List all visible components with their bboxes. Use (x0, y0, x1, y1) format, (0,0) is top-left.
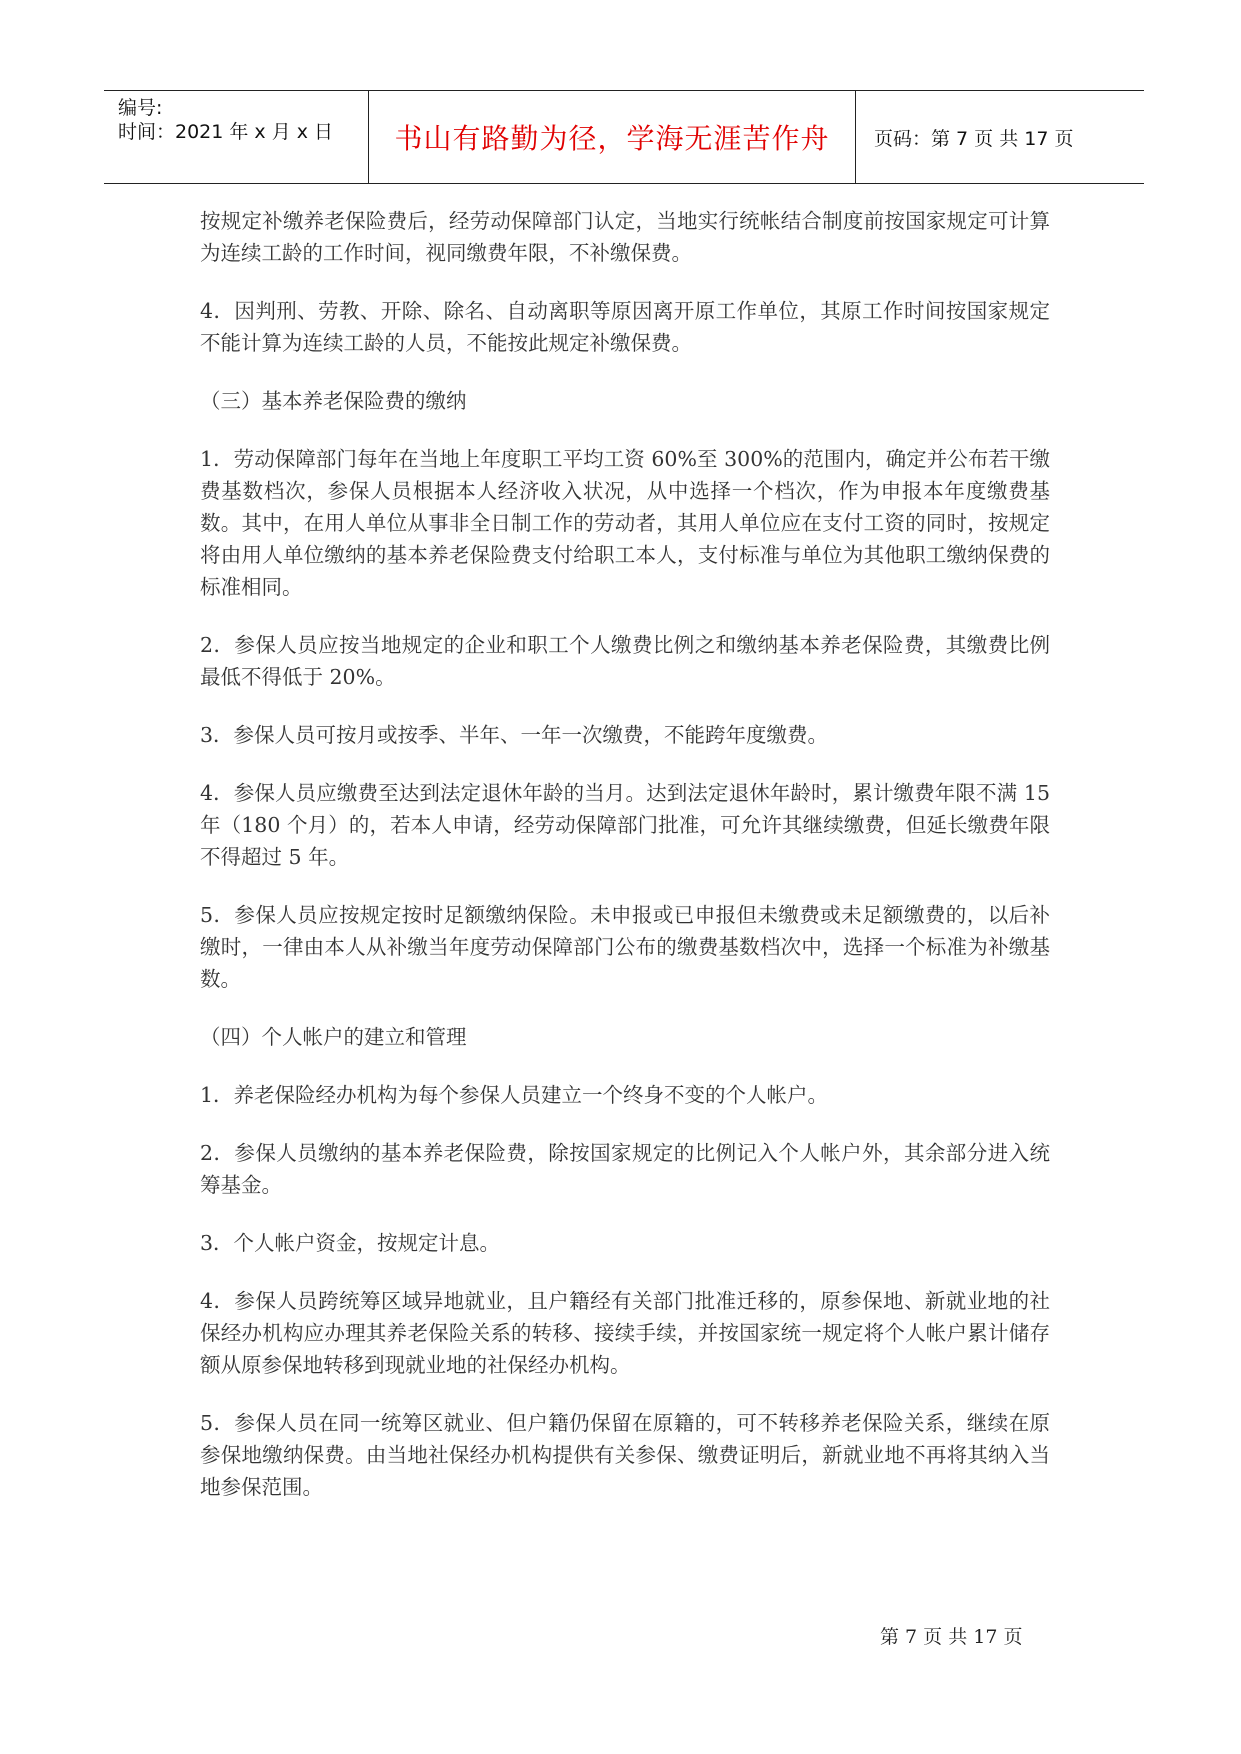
header-motto: 书山有路勤为径，学海无涯苦作舟 (394, 122, 830, 155)
section-heading: （三）基本养老保险费的缴纳 (200, 389, 467, 413)
paragraph: 5．参保人员应按规定按时足额缴纳保险。未申报或已申报但未缴费或未足额缴费的，以后补缴时，一律由本人从补缴当年度劳动保障部门公布的缴费基数档次中，选择一个标准为补缴基数。 (200, 903, 1050, 991)
paragraph: 2．参保人员应按当地规定的企业和职工个人缴费比例之和缴纳基本养老保险费，其缴费比例最低不得低于 20%。 (200, 633, 1050, 689)
header-page-cell (856, 91, 1144, 183)
header-meta-cell (104, 91, 368, 183)
paragraph: 4．参保人员跨统筹区域异地就业，且户籍经有关部门批准迁移的，原参保地、新就业地的社保经办机构应办理其养老保险关系的转移、接续手续，并按国家统一规定将个人帐户累计储存额从原参保地转移到现就业地的社保经办机构。 (200, 1289, 1050, 1377)
document-time-label: 时间：2021 年 x 月 x 日 (118, 121, 334, 143)
page-footer: 第 7 页 共 17 页 (880, 1626, 1023, 1648)
header-motto-cell (368, 91, 856, 183)
paragraph: 4．因判刑、劳教、开除、除名、自动离职等原因离开原工作单位，其原工作时间按国家规定不能计算为连续工龄的人员，不能按此规定补缴保费。 (200, 299, 1050, 355)
paragraph: 5．参保人员在同一统筹区就业、但户籍仍保留在原籍的，可不转移养老保险关系，继续在原参保地缴纳保费。由当地社保经办机构提供有关参保、缴费证明后，新就业地不再将其纳入当地参保范围。 (200, 1411, 1050, 1499)
paragraph: 2．参保人员缴纳的基本养老保险费，除按国家规定的比例记入个人帐户外，其余部分进入统筹基金。 (200, 1141, 1050, 1197)
paragraph: 3．参保人员可按月或按季、半年、一年一次缴费，不能跨年度缴费。 (200, 723, 829, 747)
document-number-label: 编号: (118, 97, 163, 119)
paragraph: 3．个人帐户资金，按规定计息。 (200, 1231, 501, 1255)
header-page-code: 页码：第 7 页 共 17 页 (874, 127, 1074, 150)
paragraph: 1．劳动保障部门每年在当地上年度职工平均工资 60%至 300%的范围内，确定并公布若干缴费基数档次，参保人员根据本人经济收入状况，从中选择一个档次，作为申报本年度缴费基数。其中，在用人单位从事非全日制工作的劳动者，其用人单位应在支付工资的同时，按规定将由用人单位缴纳的基本养老保险费支付给职工本人，支付标准与单位为其他职工缴纳保费的标准相同。 (200, 447, 1050, 599)
section-heading: （四）个人帐户的建立和管理 (200, 1025, 467, 1049)
paragraph: 按规定补缴养老保险费后，经劳动保障部门认定，当地实行统帐结合制度前按国家规定可计算为连续工龄的工作时间，视同缴费年限，不补缴保费。 (200, 209, 1050, 265)
document-body (200, 205, 1050, 1529)
paragraph: 4．参保人员应缴费至达到法定退休年龄的当月。达到法定退休年龄时，累计缴费年限不满 15 年（180 个月）的，若本人申请，经劳动保障部门批准，可允许其继续缴费，但延长缴费年限不得超过 5 年。 (200, 781, 1050, 869)
paragraph: 1．养老保险经办机构为每个参保人员建立一个终身不变的个人帐户。 (200, 1083, 829, 1107)
document-header (104, 90, 1144, 184)
